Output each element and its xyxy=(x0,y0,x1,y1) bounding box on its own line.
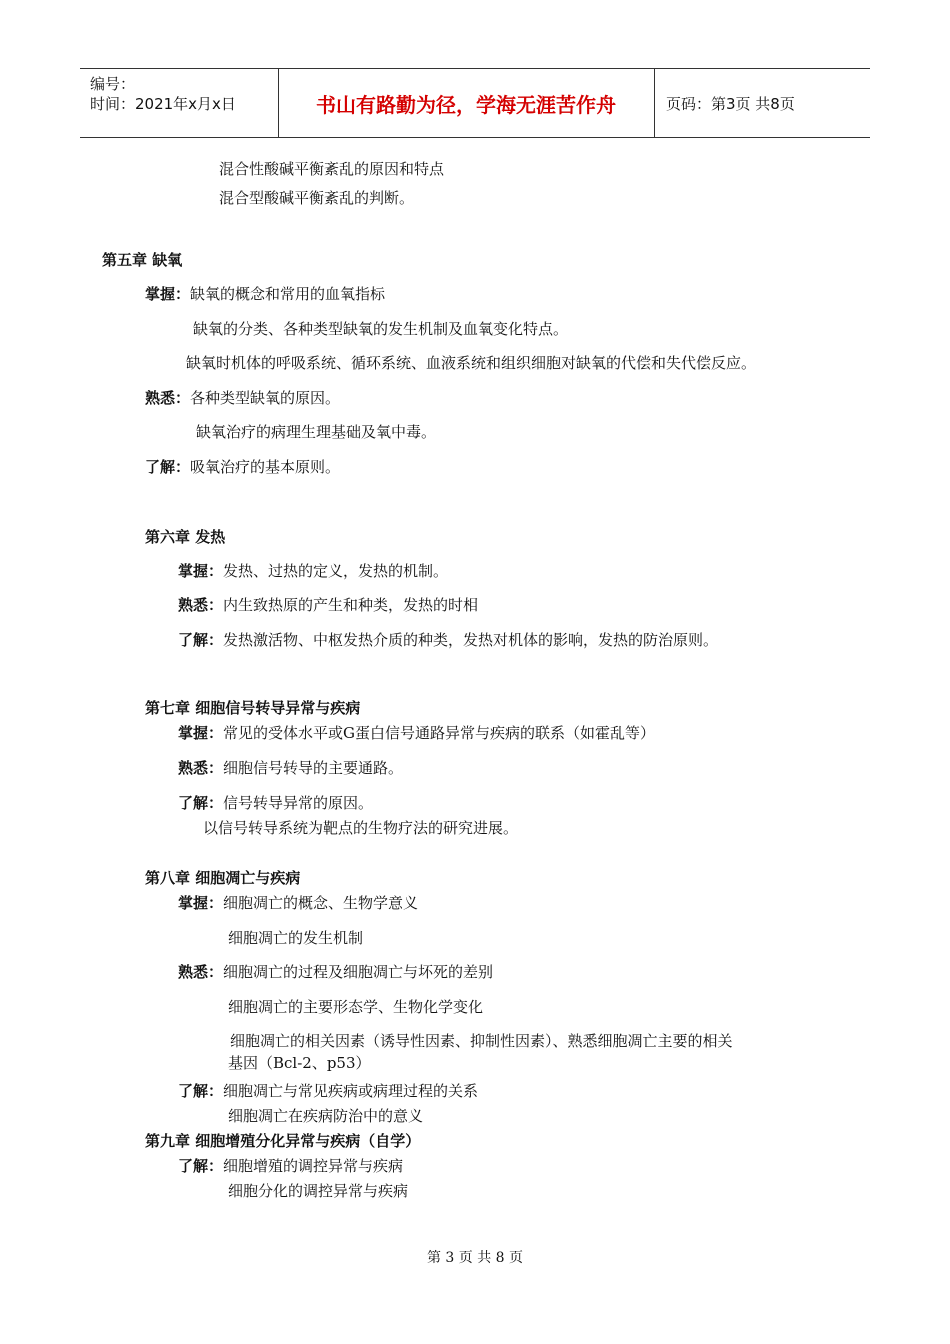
line-text: 缺氧时机体的呼吸系统、循环系统、血液系统和组织细胞对缺氧的代偿和失代偿反应。 xyxy=(186,354,757,372)
line-text: 细胞凋亡的主要形态学、生物化学变化 xyxy=(228,998,484,1016)
content-line xyxy=(178,962,493,982)
requirement-label: 熟悉： xyxy=(178,596,224,614)
chapter-heading: 第九章 细胞增殖分化异常与疾病（自学） xyxy=(145,1132,421,1150)
line-text: 缺氧的概念和常用的血氧指标 xyxy=(190,285,386,303)
content-line xyxy=(193,319,568,339)
line-text: 发热激活物、中枢发热介质的种类，发热对机体的影响，发热的防治原则。 xyxy=(223,631,719,649)
requirement-label: 熟悉： xyxy=(145,389,191,407)
content-line xyxy=(219,188,414,208)
date-label: 时间：2021年x月x日 xyxy=(90,95,236,113)
requirement-label: 熟悉： xyxy=(178,963,224,981)
content-line xyxy=(203,818,518,838)
requirement-label: 了解： xyxy=(178,794,224,812)
requirement-label: 掌握： xyxy=(145,285,191,303)
page-header xyxy=(80,68,870,138)
line-text: 细胞分化的调控异常与疾病 xyxy=(228,1182,409,1200)
content-line xyxy=(178,793,373,813)
page-info: 页码：第3页 共8页 xyxy=(666,94,795,113)
content-line xyxy=(145,388,340,408)
line-text: 细胞增殖的调控异常与疾病 xyxy=(223,1157,404,1175)
line-text: 细胞凋亡的相关因素（诱导性因素、抑制性因素）、熟悉细胞凋亡主要的相关 xyxy=(230,1032,733,1050)
page-footer: 第 3 页 共 8 页 xyxy=(426,1250,524,1266)
line-text: 内生致热原的产生和种类，发热的时相 xyxy=(223,596,479,614)
content-line xyxy=(178,595,478,615)
content-line xyxy=(178,893,418,913)
requirement-label: 了解： xyxy=(145,458,191,476)
requirement-label: 了解： xyxy=(178,631,224,649)
content-line xyxy=(145,457,340,477)
header-meta-cell xyxy=(80,69,279,137)
chapter-heading: 第八章 细胞凋亡与疾病 xyxy=(145,869,301,887)
content-line xyxy=(196,422,436,442)
content-line xyxy=(228,1106,423,1126)
content-line xyxy=(178,723,655,743)
motto-text: 书山有路勤为径，学海无涯苦作舟 xyxy=(278,69,655,137)
line-text: 基因（Bcl-2、p53） xyxy=(228,1054,371,1072)
line-text: 细胞信号转导的主要通路。 xyxy=(223,759,404,777)
content-line xyxy=(228,1053,371,1073)
requirement-label: 熟悉： xyxy=(178,759,224,777)
number-label: 编号： xyxy=(90,75,136,93)
content-line xyxy=(178,758,403,778)
content-line xyxy=(230,1031,733,1051)
line-text: 信号转导异常的原因。 xyxy=(223,794,374,812)
line-text: 吸氧治疗的基本原则。 xyxy=(190,458,341,476)
content-line xyxy=(178,630,718,650)
chapter-heading: 第五章 缺氧 xyxy=(102,251,183,269)
line-text: 以信号转导系统为靶点的生物疗法的研究进展。 xyxy=(203,819,519,837)
line-text: 混合型酸碱平衡紊乱的判断。 xyxy=(219,189,415,207)
content-line xyxy=(178,1156,403,1176)
requirement-label: 掌握： xyxy=(178,894,224,912)
content-line xyxy=(228,997,483,1017)
content-line xyxy=(219,159,444,179)
chapter-heading: 第七章 细胞信号转导异常与疾病 xyxy=(145,699,361,717)
line-text: 发热、过热的定义，发热的机制。 xyxy=(223,562,449,580)
line-text: 缺氧的分类、各种类型缺氧的发生机制及血氧变化特点。 xyxy=(193,320,569,338)
content-line xyxy=(145,284,385,304)
content-line xyxy=(228,928,363,948)
content-line xyxy=(178,1081,478,1101)
requirement-label: 掌握： xyxy=(178,562,224,580)
line-text: 细胞凋亡的概念、生物学意义 xyxy=(223,894,419,912)
line-text: 各种类型缺氧的原因。 xyxy=(190,389,341,407)
chapter-heading: 第六章 发热 xyxy=(145,528,226,546)
line-text: 常见的受体水平或G蛋白信号通路异常与疾病的联系（如霍乱等） xyxy=(223,724,656,742)
line-text: 细胞凋亡在疾病防治中的意义 xyxy=(228,1107,424,1125)
line-text: 细胞凋亡的发生机制 xyxy=(228,929,364,947)
content-line xyxy=(178,561,448,581)
line-text: 细胞凋亡与常见疾病或病理过程的关系 xyxy=(223,1082,479,1100)
requirement-label: 掌握： xyxy=(178,724,224,742)
requirement-label: 了解： xyxy=(178,1082,224,1100)
line-text: 混合性酸碱平衡紊乱的原因和特点 xyxy=(219,160,445,178)
line-text: 细胞凋亡的过程及细胞凋亡与坏死的差别 xyxy=(223,963,494,981)
line-text: 缺氧治疗的病理生理基础及氧中毒。 xyxy=(196,423,437,441)
content-line xyxy=(228,1181,408,1201)
requirement-label: 了解： xyxy=(178,1157,224,1175)
content-line xyxy=(186,353,756,373)
